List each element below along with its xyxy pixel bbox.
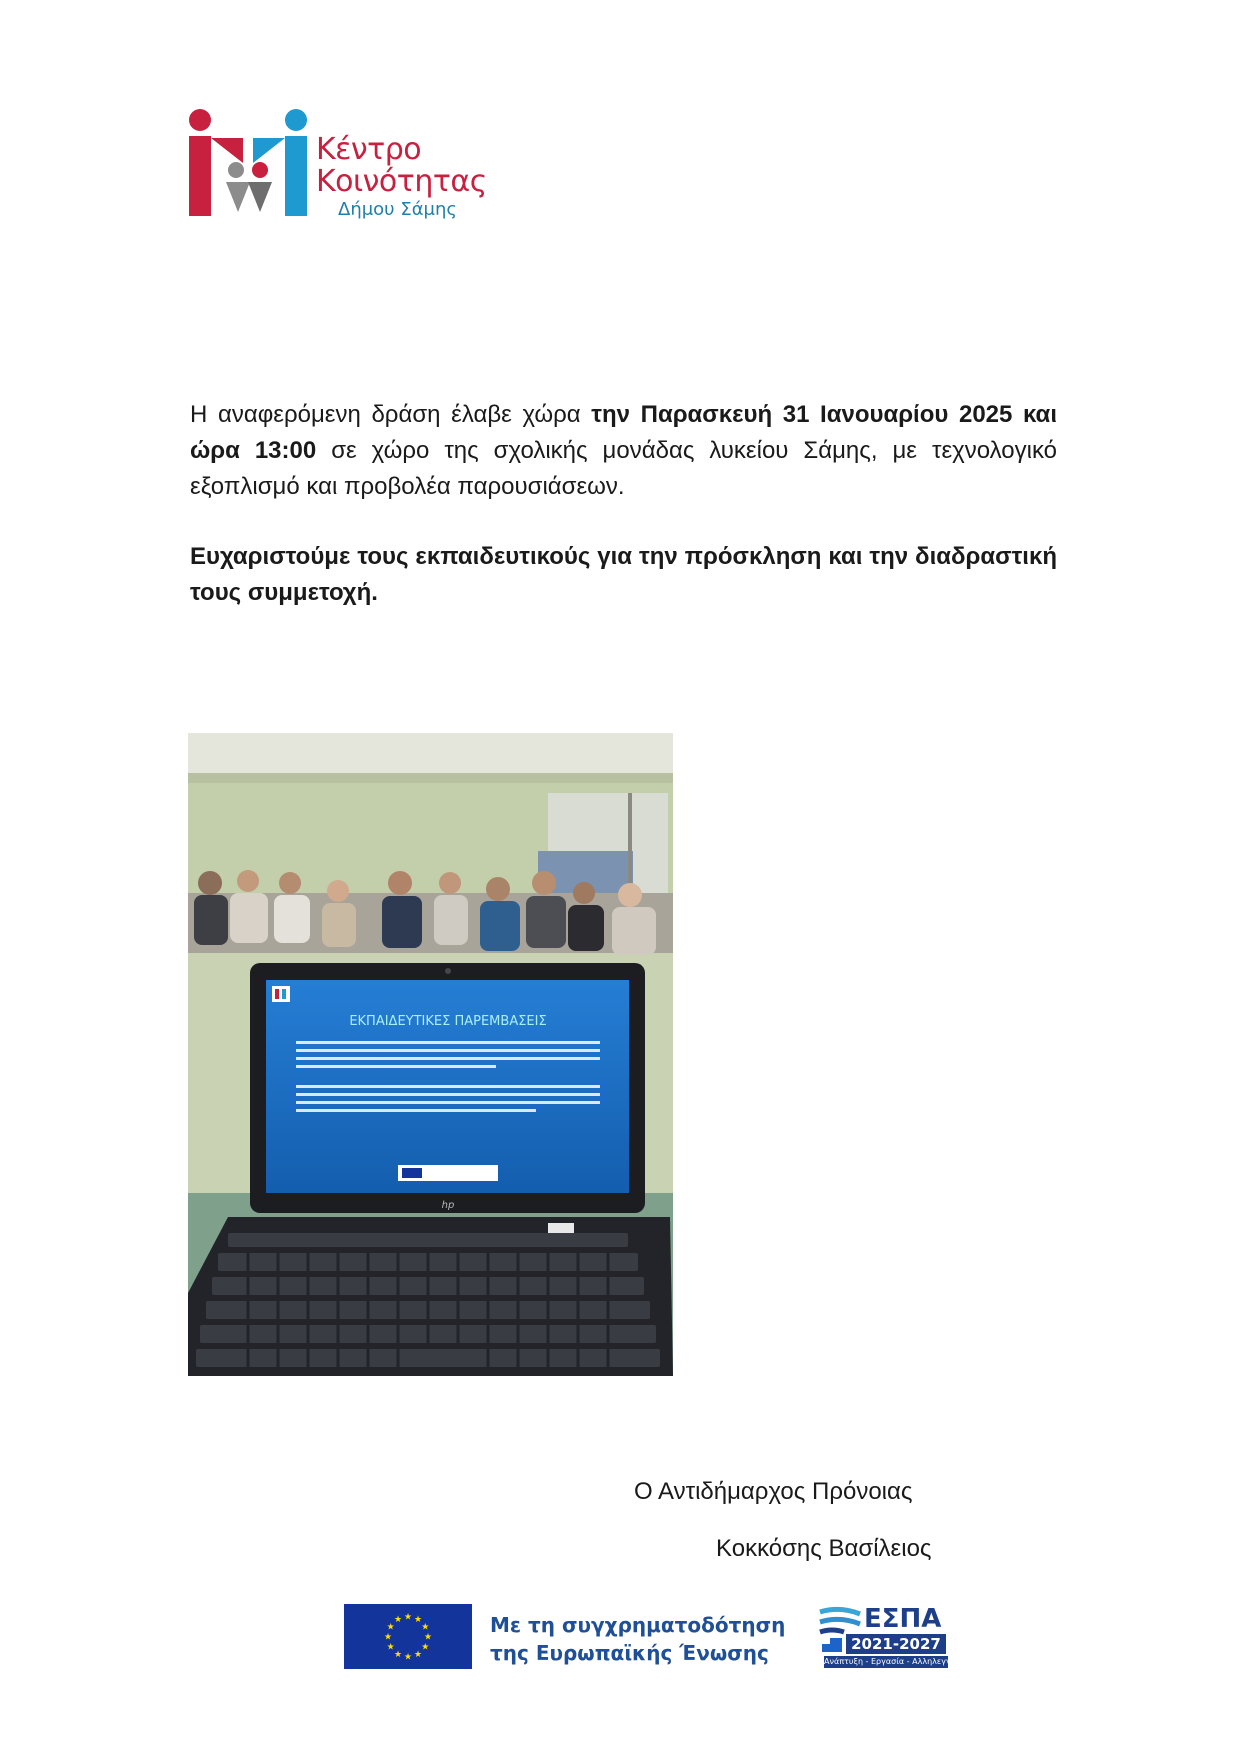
logo-title-line2: Κοινότητας xyxy=(316,164,487,199)
funding-line-1: Με τη συγχρηματοδότηση xyxy=(490,1613,786,1637)
event-description-intro: Η αναφερόμενη δράση έλαβε χώρα xyxy=(190,401,592,428)
eu-flag-icon xyxy=(344,1604,472,1669)
signatory-name: Κοκκόσης Βασίλειος xyxy=(716,1535,932,1562)
espa-title: ΕΣΠΑ xyxy=(864,1604,942,1634)
classroom-laptop-photo xyxy=(188,733,673,1376)
logo-subtitle: Δήμου Σάμης xyxy=(338,199,457,220)
event-photo xyxy=(188,733,673,1376)
logo-wordmark xyxy=(316,134,487,222)
event-description-location: σε χώρο της σχολικής μονάδας λυκείου Σάμης, με τεχνολογικό εξοπλισμό και προβολέα παρουσιάσεων. xyxy=(190,437,1057,500)
eu-cofunding-statement xyxy=(490,1611,785,1667)
laptop xyxy=(188,963,673,1376)
event-description-paragraph xyxy=(190,397,1057,505)
eu-star-icon: ★ xyxy=(421,1642,430,1653)
family-house-logo-icon xyxy=(188,108,313,218)
eu-star-icon: ★ xyxy=(403,1652,413,1663)
eu-star-icon: ★ xyxy=(393,1615,403,1626)
eu-star-icon: ★ xyxy=(421,1622,430,1633)
logo-title-line1: Κέντρο xyxy=(316,132,422,167)
thank-you-paragraph: Ευχαριστούμε τους εκπαιδευτικούς για την πρόσκληση και την διαδραστική τους συμμετοχή. xyxy=(190,543,1057,606)
espa-logo xyxy=(818,1604,961,1670)
eu-star-icon: ★ xyxy=(386,1622,395,1633)
kentro-koinotitas-logo xyxy=(188,108,498,220)
eu-star-icon: ★ xyxy=(383,1632,393,1643)
eu-star-icon: ★ xyxy=(423,1632,433,1643)
espa-tagline: Ανάπτυξη - Εργασία - Αλληλεγγύη xyxy=(824,1657,961,1666)
eu-star-icon: ★ xyxy=(413,1649,423,1660)
funding-line-2: της Ευρωπαϊκής Ένωσης xyxy=(490,1641,769,1665)
event-date-time: την Παρασκευή 31 Ιανουαρίου 2025 και ώρα 13:00 xyxy=(190,401,1057,464)
eu-star-icon: ★ xyxy=(403,1612,413,1623)
eu-star-icon: ★ xyxy=(393,1649,403,1660)
eu-star-icon: ★ xyxy=(386,1642,395,1653)
laptop-brand: hp xyxy=(441,1200,455,1211)
screen-slide-title: ΕΚΠΑΙΔΕΥΤΙΚΕΣ ΠΑΡΕΜΒΑΣΕΙΣ xyxy=(349,1014,547,1029)
signatory-title: Ο Αντιδήμαρχος Πρόνοιας xyxy=(634,1478,913,1505)
espa-period: 2021-2027 xyxy=(846,1634,946,1654)
eu-star-icon: ★ xyxy=(413,1615,423,1626)
